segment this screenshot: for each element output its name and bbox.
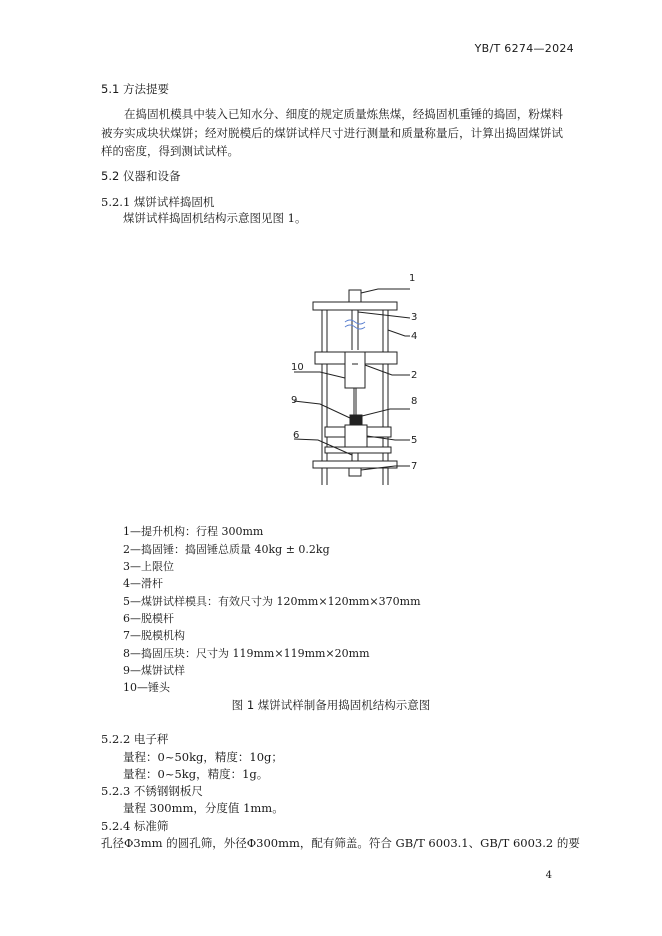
legend-item: 2—捣固锤：捣固锤总质量 40kg ± 0.2kg: [123, 543, 330, 556]
legend-item: 3—上限位: [123, 560, 174, 573]
heading-5-2: 5.2 仪器和设备: [101, 169, 181, 183]
callout-7: 7: [411, 461, 418, 472]
legend-item: 9—煤饼试样: [123, 664, 185, 677]
callout-3: 3: [411, 312, 418, 323]
scale-range-line: 量程：0~50kg，精度：10g；: [123, 750, 283, 764]
legend-item: 10—锤头: [123, 681, 170, 694]
callout-9: 9: [291, 395, 298, 406]
callout-4: 4: [411, 331, 418, 342]
legend-item: 8—捣固压块：尺寸为 119mm×119mm×20mm: [123, 647, 370, 660]
legend-item: 6—脱模杆: [123, 612, 174, 625]
legend-item: 5—煤饼试样模具：有效尺寸为 120mm×120mm×370mm: [123, 595, 421, 608]
legend-item: 7—脱模机构: [123, 629, 185, 642]
callout-1: 1: [409, 273, 416, 284]
heading-5-1: 5.1 方法提要: [101, 82, 169, 96]
scale-range-line: 量程：0~5kg，精度：1g。: [123, 767, 269, 781]
heading-5-2-3: 5.2.3 不锈钢钢板尺: [101, 784, 203, 798]
callout-8: 8: [411, 396, 418, 407]
paragraph-5-2-1: 煤饼试样捣固机结构示意图见图 1。: [123, 211, 307, 225]
callout-10: 10: [291, 362, 304, 373]
paragraph-5-1: 在捣固机模具中装入已知水分、细度的规定质量炼焦煤，经捣固机重锤的捣固，粉煤料被夯实成块状煤饼；经对脱模后的煤饼试样尺寸进行测量和质量称量后，计算出捣固煤饼试样的密度，得到测试试样。: [101, 107, 563, 158]
heading-5-2-1: 5.2.1 煤饼试样捣固机: [101, 195, 215, 209]
legend-item: 4—滑杆: [123, 577, 163, 590]
page-number: 4: [545, 870, 552, 881]
callout-5: 5: [411, 435, 418, 446]
heading-5-2-4: 5.2.4 标准筛: [101, 819, 169, 833]
sieve-spec-line: 孔径Φ3mm 的圆孔筛，外径Φ300mm，配有筛盖。符合 GB/T 6003.1、GB/T 6003.2 的要: [101, 836, 580, 850]
legend-item: 1—提升机构：行程 300mm: [123, 525, 264, 538]
callout-2: 2: [411, 370, 418, 381]
standard-code: YB/T 6274—2024: [474, 42, 574, 55]
figure-caption: 图 1 煤饼试样制备用捣固机结构示意图: [231, 698, 431, 712]
heading-5-2-2: 5.2.2 电子秤: [101, 732, 169, 746]
callout-6: 6: [293, 430, 300, 441]
ruler-spec-line: 量程 300mm，分度值 1mm。: [123, 801, 284, 815]
